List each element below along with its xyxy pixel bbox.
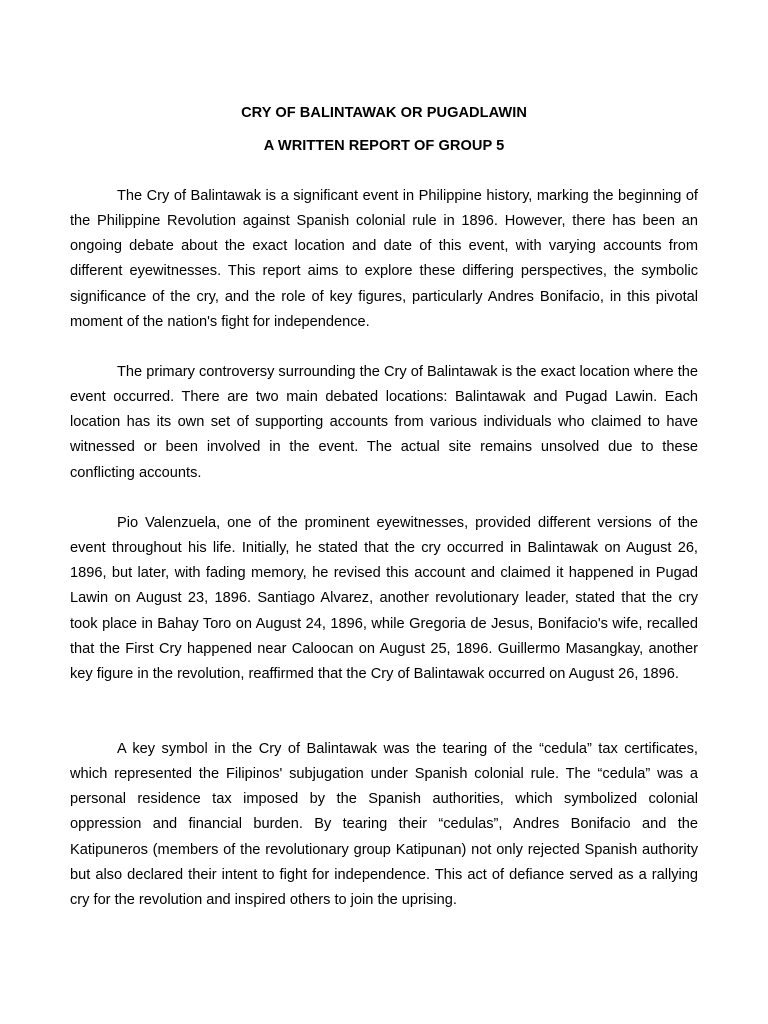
- paragraph-eyewitness-accounts: Pio Valenzuela, one of the prominent eyewitnesses, provided different versions of the event throughout his life. Initially, he stated that the cry occurred in Balintawak on August 26, 1896, but later, with fading memory, he revised this account and claimed it happened in Pugad Lawin on August 23, 1896. Santiago Alvarez, another revolutionary leader, stated that the cry took place in Bahay Toro on August 24, 1896, while Gregoria de Jesus, Bonifacio's wife, recalled that the First Cry happened near Caloocan on August 25, 1896. Guillermo Masangkay, another key figure in the revolution, reaffirmed that the Cry of Balintawak occurred on August 26, 1896.: [70, 515, 698, 682]
- paragraph-cedula-symbolism: A key symbol in the Cry of Balintawak was the tearing of the “cedula” tax certificates, which represented the Filipinos' subjugation under Spanish colonial rule. The “cedula” was a personal residence tax imposed by the Spanish authorities, which symbolized colonial oppression and financial burden. By tearing their “cedulas”, Andres Bonifacio and the Katipuneros (members of the revolutionary group Katipunan) not only rejected Spanish authority but also declared their intent to fight for independence. This act of defiance served as a rallying cry for the revolution and inspired others to join the uprising.: [70, 741, 698, 908]
- document-title: CRY OF BALINTAWAK OR PUGADLAWIN: [241, 105, 527, 121]
- document-subtitle: A WRITTEN REPORT OF GROUP 5: [263, 138, 505, 154]
- paragraph-location-controversy: The primary controversy surrounding the Cry of Balintawak is the exact location where the event occurred. There are two main debated locations: Balintawak and Pugad Lawin. Each location has its own set of supporting accounts from various individuals who claimed to have witnessed or been involved in the event. The actual site remains unsolved due to these conflicting accounts.: [70, 364, 698, 481]
- paragraph-introduction: The Cry of Balintawak is a significant event in Philippine history, marking the beginning of the Philippine Revolution against Spanish colonial rule in 1896. However, there has been an ongoing debate about the exact location and date of this event, with varying accounts from different eyewitnesses. This report aims to explore these differing perspectives, the symbolic significance of the cry, and the role of key figures, particularly Andres Bonifacio, in this pivotal moment of the nation's fight for independence.: [70, 188, 698, 330]
